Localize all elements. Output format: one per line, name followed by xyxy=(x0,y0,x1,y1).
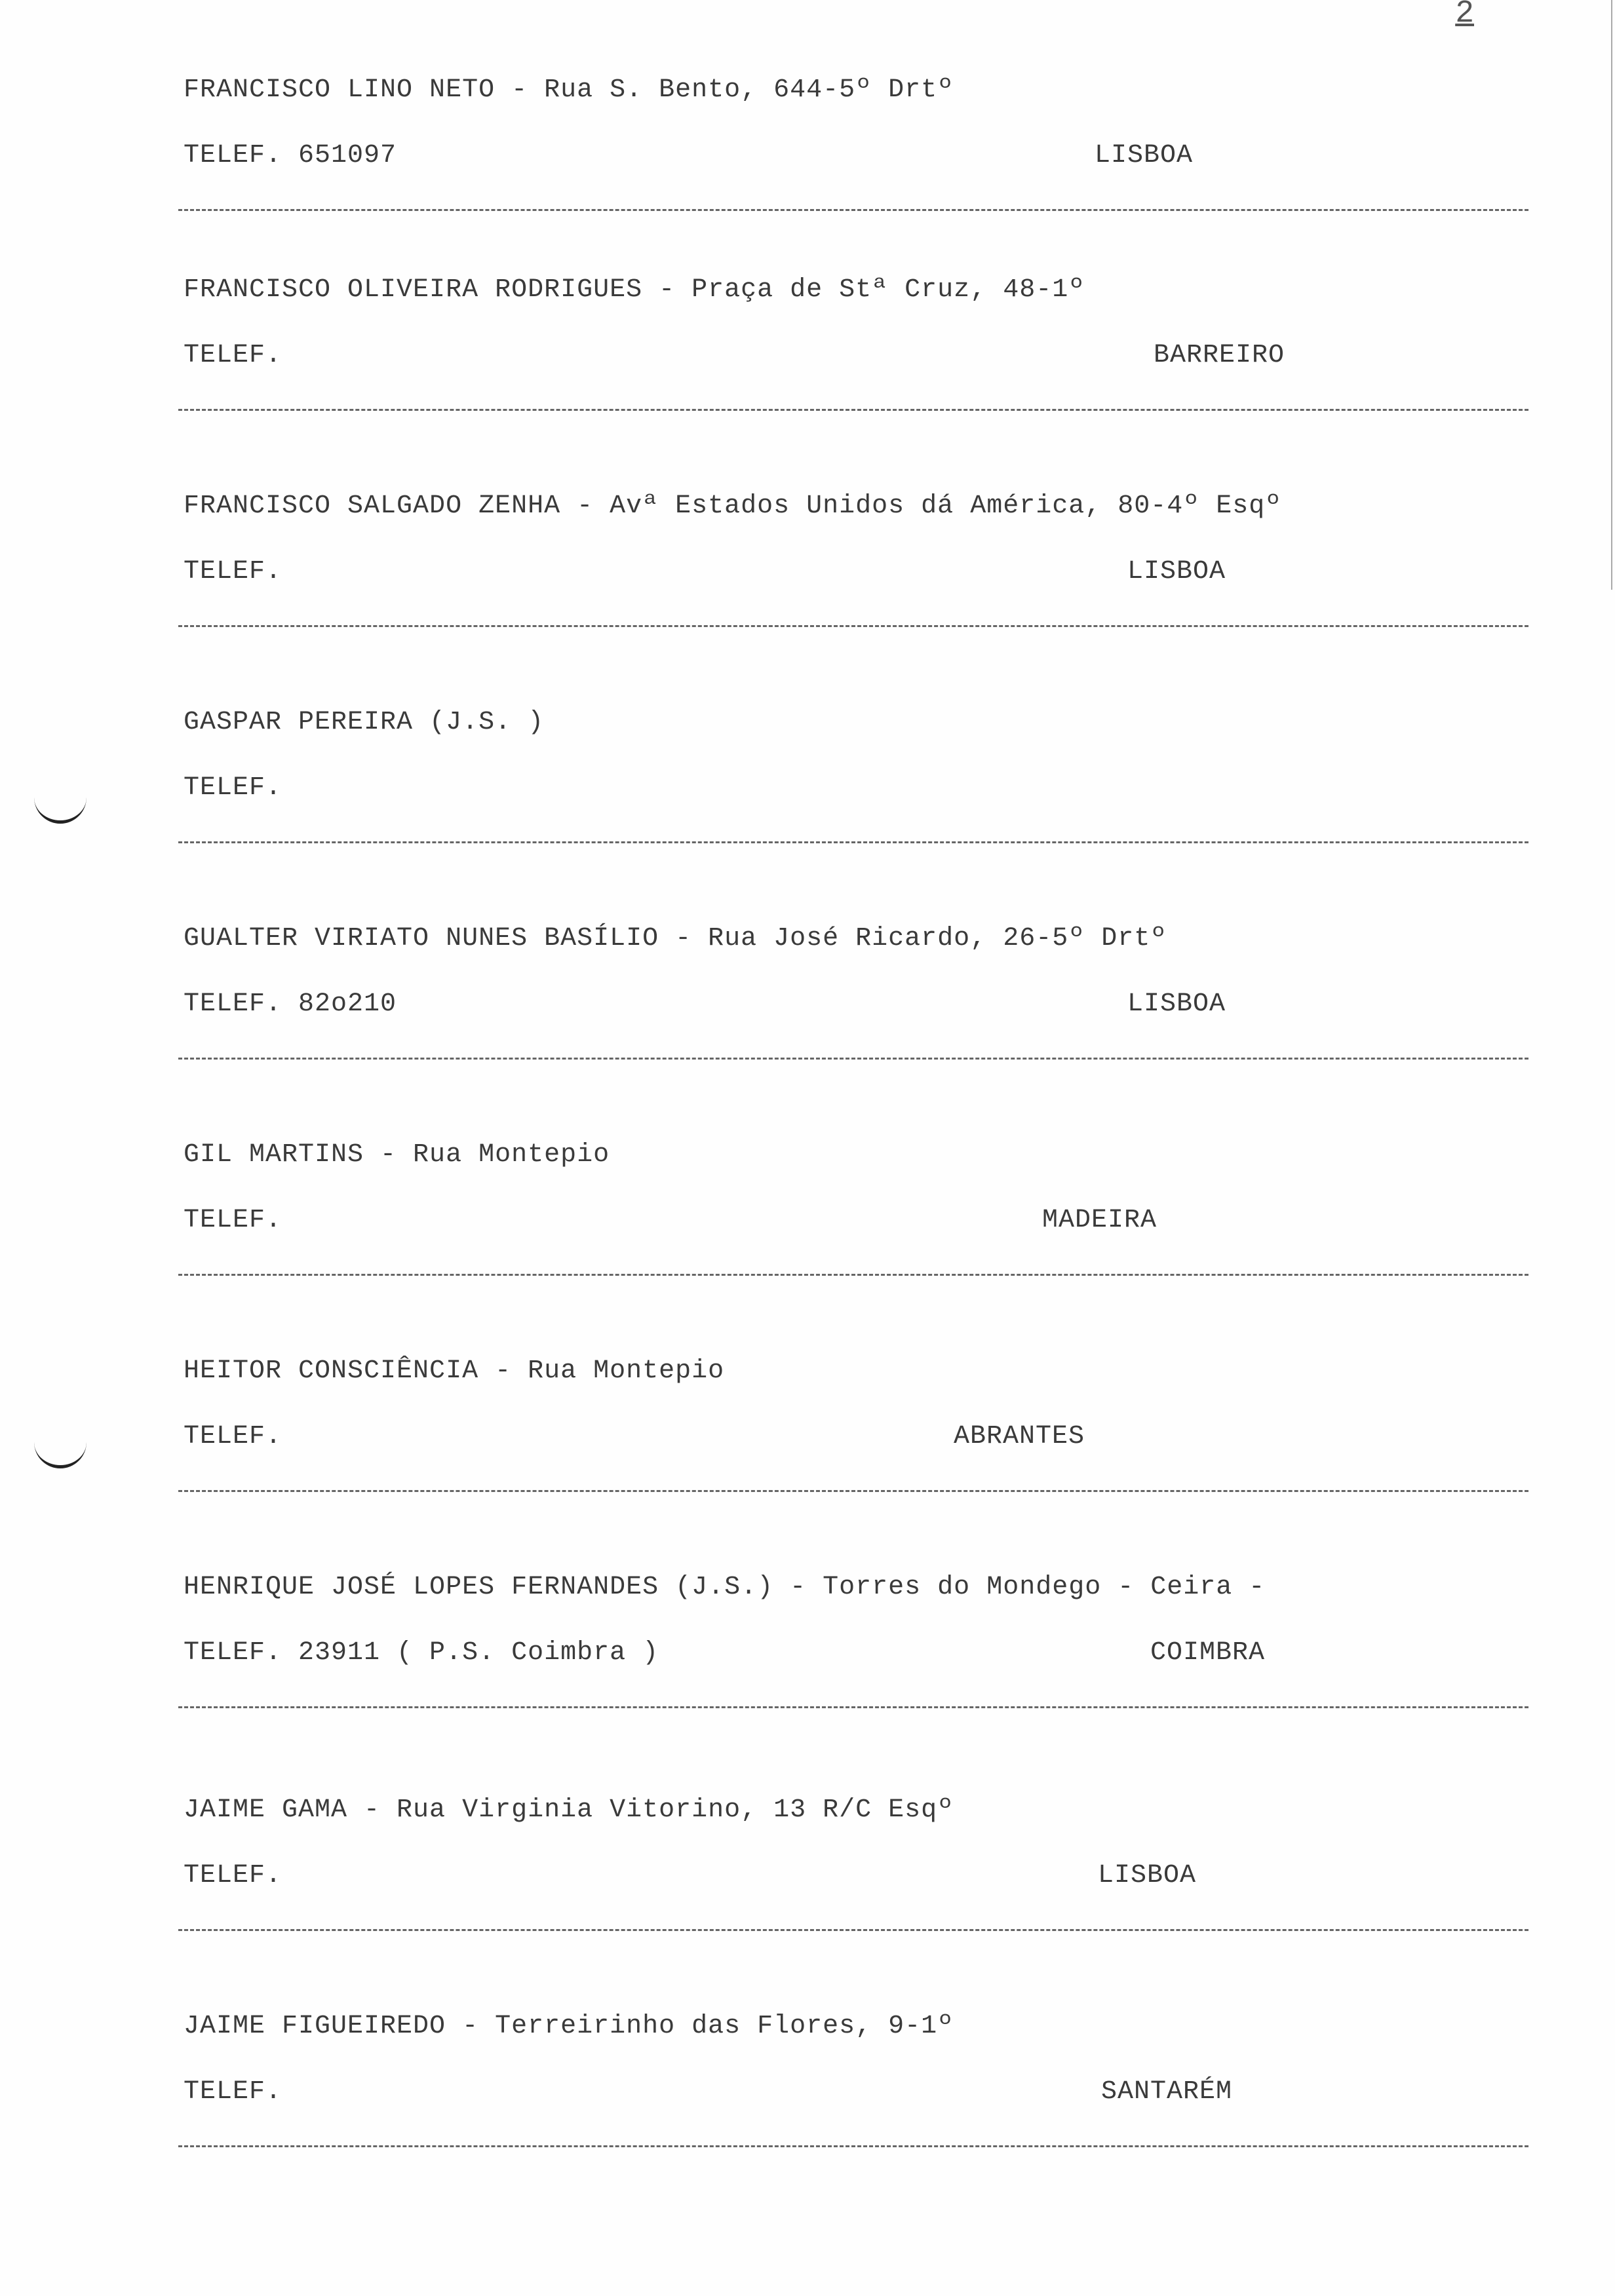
entry-separator xyxy=(178,1274,1528,1276)
entry-phone-line xyxy=(184,773,1521,803)
entry-phone-line xyxy=(184,989,1521,1019)
entry-phone: TELEF. 651097 xyxy=(184,141,397,170)
entry-separator xyxy=(178,625,1528,627)
entry-city: LISBOA xyxy=(1127,557,1226,586)
entry-separator xyxy=(178,1058,1528,1060)
entry-phone: TELEF. xyxy=(184,341,282,370)
page-edge-line xyxy=(1611,0,1612,590)
entry-name-address: GIL MARTINS - Rua Montepio xyxy=(184,1140,610,1170)
entry-city: SANTARÉM xyxy=(1101,2077,1233,2107)
entry-phone-line xyxy=(184,2077,1521,2107)
directory-entry xyxy=(184,275,1521,491)
directory-entry xyxy=(184,1573,1521,1789)
punch-hole-mark xyxy=(34,794,87,824)
entry-name-address: FRANCISCO OLIVEIRA RODRIGUES - Praça de Stª Cruz, 48-1º xyxy=(184,275,1085,305)
entry-phone-line xyxy=(184,1638,1521,1668)
directory-entry xyxy=(184,924,1521,1140)
entry-separator xyxy=(178,2145,1528,2147)
directory-entry xyxy=(184,1356,1521,1573)
entry-phone: TELEF. xyxy=(184,1422,282,1451)
entry-phone: TELEF. xyxy=(184,557,282,586)
directory-entry xyxy=(184,2012,1521,2228)
entry-name-address: HENRIQUE JOSÉ LOPES FERNANDES (J.S.) - Torres do Mondego - Ceira - xyxy=(184,1573,1266,1602)
directory-entry xyxy=(184,1140,1521,1356)
entry-name-address: HEITOR CONSCIÊNCIA - Rua Montepio xyxy=(184,1356,725,1386)
entry-phone-line xyxy=(184,341,1521,370)
entry-phone: TELEF. 82o210 xyxy=(184,989,397,1019)
entry-name-address: GUALTER VIRIATO NUNES BASÍLIO - Rua José Ricardo, 26-5º Drtº xyxy=(184,924,1167,953)
entry-phone: TELEF. xyxy=(184,773,282,803)
entry-city: LISBOA xyxy=(1095,141,1194,170)
entry-phone: TELEF. xyxy=(184,1861,282,1890)
punch-hole-mark xyxy=(34,1439,87,1468)
entry-name-address: GASPAR PEREIRA (J.S. ) xyxy=(184,708,545,737)
directory-entry xyxy=(184,708,1521,924)
entry-name-address: FRANCISCO LINO NETO - Rua S. Bento, 644-5º Drtº xyxy=(184,75,954,105)
entry-phone: TELEF. xyxy=(184,1206,282,1235)
entry-city: COIMBRA xyxy=(1150,1638,1266,1668)
entry-separator xyxy=(178,1490,1528,1492)
entry-phone-line xyxy=(184,557,1521,586)
entry-phone-line xyxy=(184,1206,1521,1235)
entry-phone: TELEF. 23911 ( P.S. Coimbra ) xyxy=(184,1638,659,1668)
directory-entry xyxy=(184,491,1521,708)
entry-separator xyxy=(178,209,1528,211)
entry-city: BARREIRO xyxy=(1154,341,1285,370)
entry-city: ABRANTES xyxy=(954,1422,1085,1451)
entry-name-address: JAIME GAMA - Rua Virginia Vitorino, 13 R/C Esqº xyxy=(184,1795,954,1825)
page-number: 2 xyxy=(1455,0,1474,31)
entry-separator xyxy=(178,1929,1528,1931)
entry-city: LISBOA xyxy=(1098,1861,1197,1890)
entry-city: MADEIRA xyxy=(1042,1206,1158,1235)
directory-entry xyxy=(184,75,1521,292)
entry-phone: TELEF. xyxy=(184,2077,282,2107)
directory-entry xyxy=(184,1795,1521,2012)
entry-separator xyxy=(178,1706,1528,1708)
entry-name-address: FRANCISCO SALGADO ZENHA - Avª Estados Unidos dá América, 80-4º Esqº xyxy=(184,491,1282,521)
entry-separator xyxy=(178,841,1528,843)
entry-phone-line xyxy=(184,1861,1521,1890)
entry-phone-line xyxy=(184,141,1521,170)
entry-name-address: JAIME FIGUEIREDO - Terreirinho das Flores, 9-1º xyxy=(184,2012,954,2041)
entry-separator xyxy=(178,409,1528,411)
entry-phone-line xyxy=(184,1422,1521,1451)
entry-city: LISBOA xyxy=(1127,989,1226,1019)
